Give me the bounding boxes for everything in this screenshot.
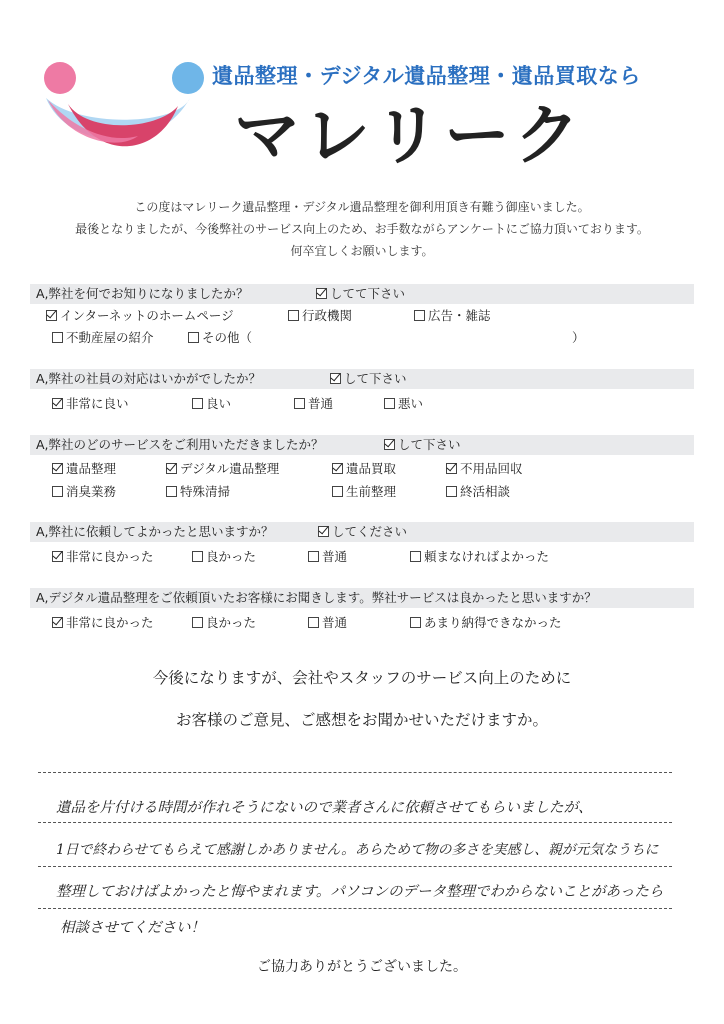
checkbox-icon [52,486,63,497]
checkbox-icon [294,398,305,409]
q3-option-3[interactable]: 遺品買取 [332,459,396,477]
comment-line-4: 相談させてください！ [60,920,205,936]
tagline: 遺品整理・デジタル遺品整理・遺品買取なら [212,64,641,88]
checkbox-icon [288,310,299,321]
comment-rule [38,822,672,823]
q3-option-5[interactable]: 消臭業務 [52,482,116,500]
checkbox-icon [410,617,421,628]
q2-option-1[interactable]: 非常に良い [52,394,129,412]
question-2-text: A,弊社の社員の対応はいかがでしたか？ [36,371,262,386]
q2-option-3[interactable]: 普通 [294,394,333,412]
q2-option-4[interactable]: 悪い [384,394,423,412]
q1-option-4[interactable]: 不動産屋の紹介 [52,328,154,346]
checkbox-icon [446,486,457,497]
comment-line-3: 整理しておけばよかったと悔やまれます。パソコンのデータ整理でわからないことがあったら [56,884,664,900]
checkbox-icon [308,551,319,562]
q3-option-8[interactable]: 終活相談 [446,482,510,500]
comment-rule [38,866,672,867]
thanks-message: ご協力ありがとうございました。 [257,959,467,975]
checkbox-icon [52,463,63,474]
q3-option-4[interactable]: 不用品回収 [446,459,523,477]
q1-option-5-close: ） [572,330,585,345]
question-3 [30,435,694,455]
q5-option-1[interactable]: 非常に良かった [52,613,154,631]
question-3-text: A,弊社のどのサービスをご利用いただきましたか？ [36,437,324,452]
comment-line-2: 1日で終わらせてもらえて感謝しかありません。あらためて物の多さを実感し、親が元気なうちに [56,842,659,858]
checkbox-icon [332,486,343,497]
question-5-text: A,デジタル遺品整理をご依頼頂いたお客様にお聞きします。弊社サービスは良かったと思いますか？ [36,590,597,605]
intro-line-3: 何卒宜しくお願いします。 [290,244,434,258]
q1-option-3[interactable]: 広告・雑誌 [414,306,491,324]
checkbox-icon [384,398,395,409]
q5-option-3[interactable]: 普通 [308,613,347,631]
checkbox-icon [332,463,343,474]
q3-option-7[interactable]: 生前整理 [332,482,396,500]
q4-option-3[interactable]: 普通 [308,547,347,565]
closing-prompt-2: お客様のご意見、ご感想をお聞かせいただけますか。 [175,711,548,729]
question-1-note: してて下さい [316,284,405,304]
question-3-note: して下さい [384,435,461,455]
q4-option-2[interactable]: 良かった [192,547,256,565]
question-1 [30,284,694,304]
checkbox-icon [166,486,177,497]
note-checkbox-icon [318,526,329,537]
closing-prompt-1: 今後になりますが、会社やスタッフのサービス向上のために [152,669,572,687]
checkbox-icon [166,463,177,474]
checkbox-icon [192,617,203,628]
checkbox-icon [446,463,457,474]
question-2-note: して下さい [330,369,407,389]
question-4-text: A,弊社に依頼してよかったと思いますか？ [36,524,274,539]
note-checkbox-icon [316,288,327,299]
question-4-note: してください [318,522,407,542]
checkbox-icon [52,551,63,562]
q4-option-1[interactable]: 非常に良かった [52,547,154,565]
q3-option-1[interactable]: 遺品整理 [52,459,116,477]
checkbox-icon [308,617,319,628]
q1-option-2[interactable]: 行政機関 [288,306,352,324]
checkbox-icon [410,551,421,562]
q1-option-5[interactable]: その他（ [188,328,252,346]
intro-line-1: この度はマレリーク遺品整理・デジタル遺品整理を御利用頂き有難う御座いました。 [134,200,590,214]
checkbox-icon [414,310,425,321]
checkbox-icon [52,398,63,409]
q3-option-6[interactable]: 特殊清掃 [166,482,230,500]
note-checkbox-icon [330,373,341,384]
note-checkbox-icon [384,439,395,450]
q3-option-2[interactable]: デジタル遺品整理 [166,459,279,477]
checkbox-icon [52,332,63,343]
checkbox-icon [192,398,203,409]
q4-option-4[interactable]: 頼まなければよかった [410,547,549,565]
checkbox-icon [46,310,57,321]
comment-rule [38,908,672,909]
comment-rule [38,772,672,773]
question-2 [30,369,694,389]
brand-logo [38,56,208,156]
checkbox-icon [188,332,199,343]
checkbox-icon [192,551,203,562]
q2-option-2[interactable]: 良い [192,394,231,412]
checkbox-icon [52,617,63,628]
brand-name: マレリーク [234,97,584,174]
comment-line-1: 遺品を片付ける時間が作れそうにないので業者さんに依頼させてもらいましたが、 [56,800,593,816]
question-5 [30,588,694,608]
question-1-text: A,弊社を何でお知りになりましたか？ [36,286,249,301]
question-4 [30,522,694,542]
intro-line-2: 最後となりましたが、今後弊社のサービス向上のため、お手数ながらアンケートにご協力頂いております。 [75,222,649,236]
q5-option-4[interactable]: あまり納得できなかった [410,613,562,631]
q5-option-2[interactable]: 良かった [192,613,256,631]
q1-option-1[interactable]: インターネットのホームページ [46,306,234,324]
